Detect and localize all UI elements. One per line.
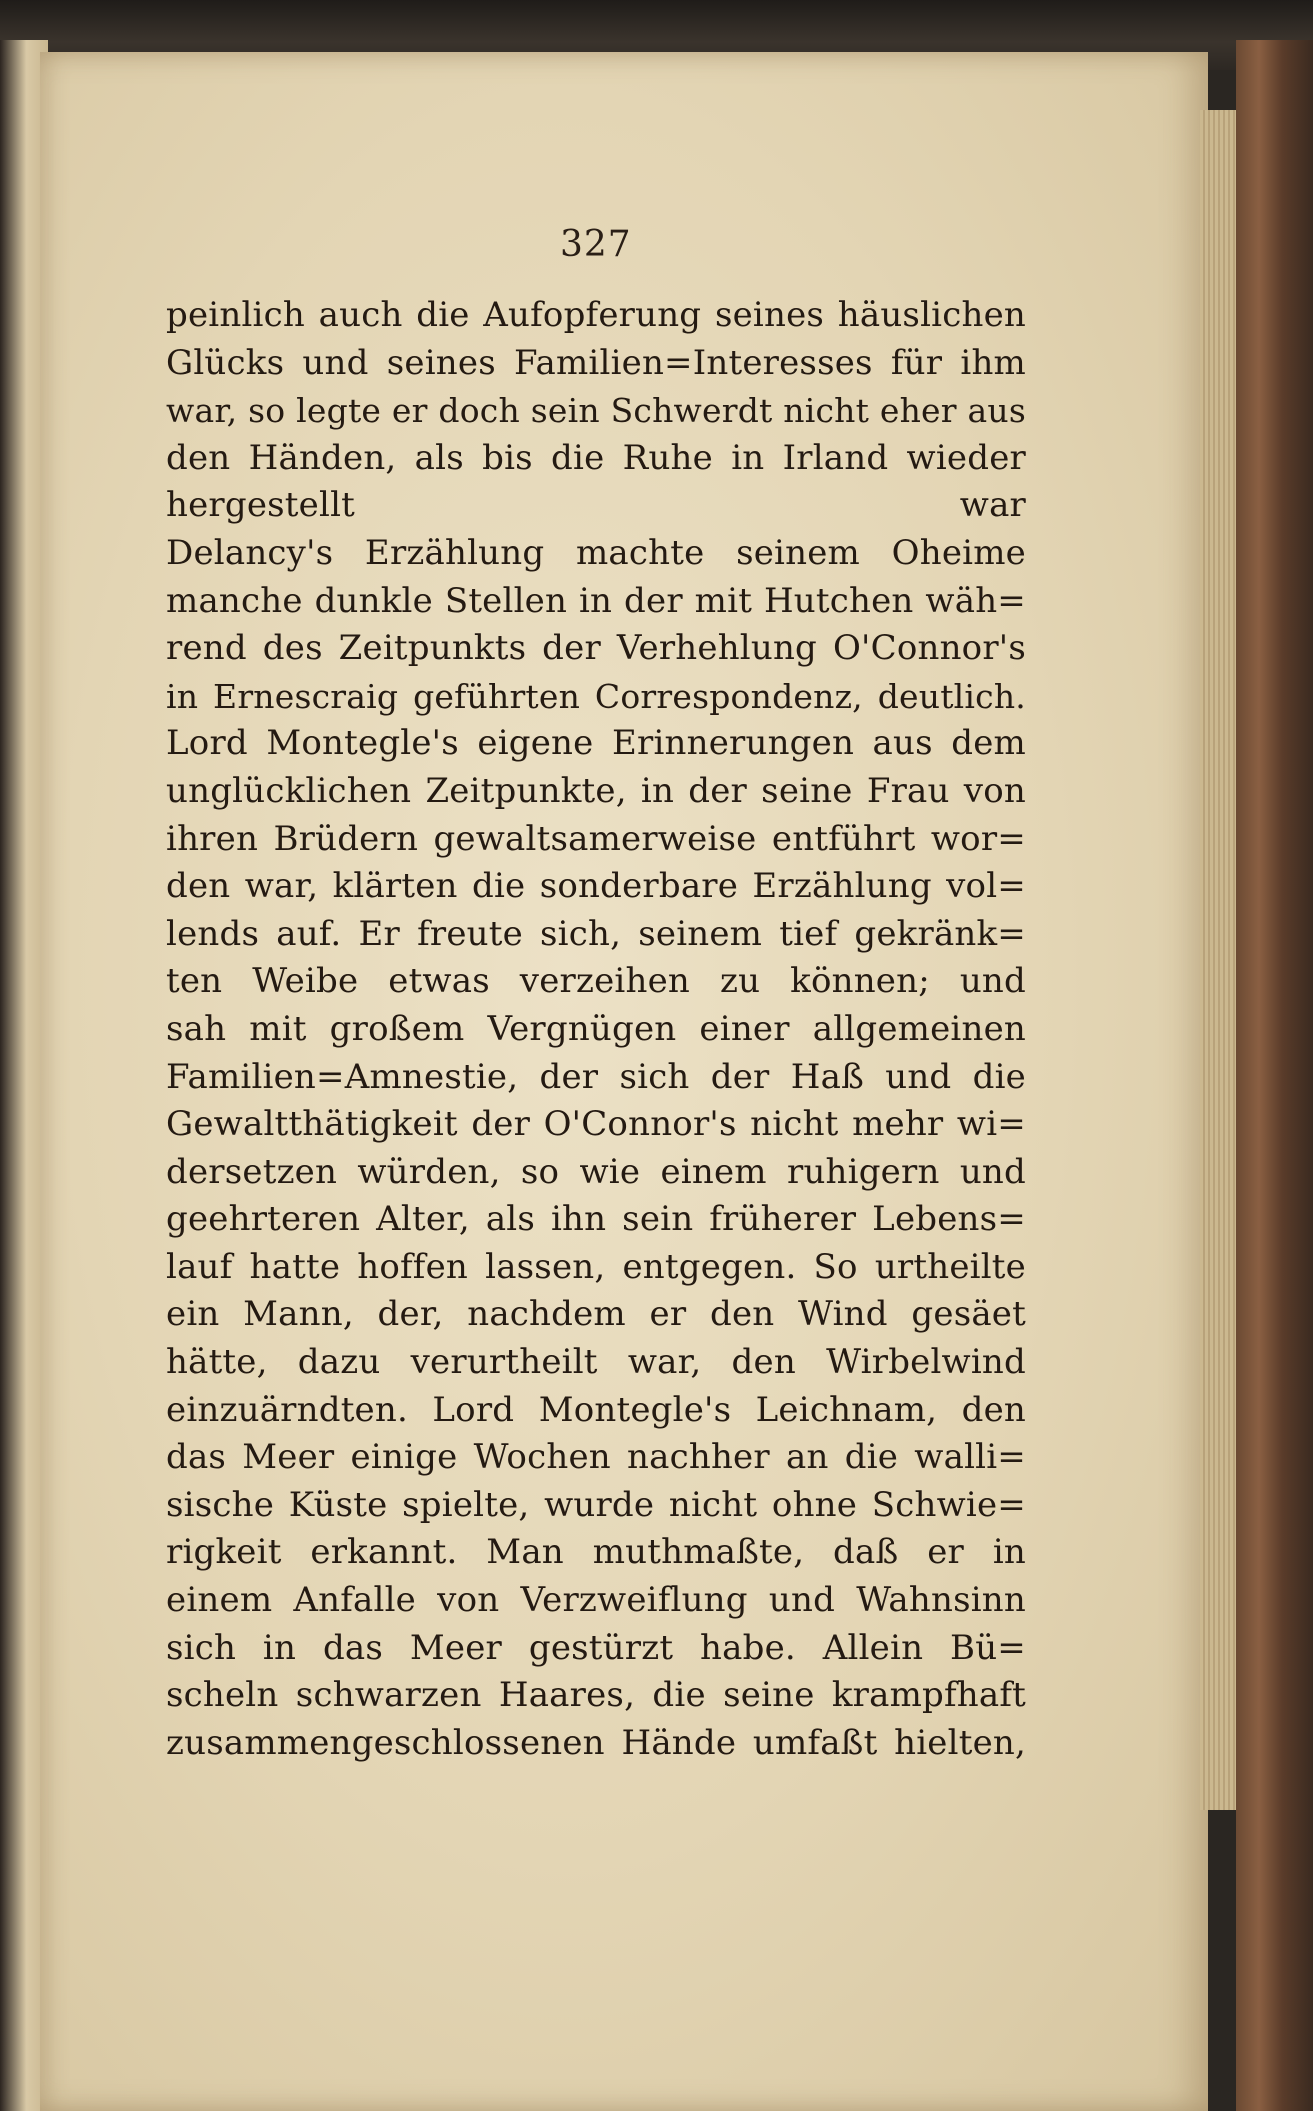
text-line: ten Weibe etwas verzeihen zu können; und: [166, 961, 1026, 1002]
text-line: Lord Montegle's eigene Erinnerungen aus dem: [166, 723, 1026, 764]
text-line: ein Mann, der, nachdem er den Wind gesäet: [166, 1294, 1026, 1335]
page-stack-edges: [1200, 110, 1240, 1810]
text-line: sah mit großem Vergnügen einer allgemeinen: [166, 1008, 1026, 1049]
text-line: Gewaltthätigkeit der O'Connor's nicht mehr wi=: [166, 1104, 1026, 1145]
text-line: in Ernescraig geführten Correspondenz, deutlich.: [166, 676, 1026, 716]
text-line: sich in das Meer gestürzt habe. Allein Bü=: [166, 1627, 1026, 1668]
text-line: rend des Zeitpunkts der Verhehlung O'Connor's: [166, 628, 1026, 669]
text-line: das Meer einige Wochen nachher an die walli=: [166, 1437, 1026, 1478]
text-line: peinlich auch die Aufopferung seines häuslichen: [166, 295, 1026, 335]
text-line: einzuärndten. Lord Montegle's Leichnam, den: [166, 1389, 1026, 1430]
text-line: dersetzen würden, so wie einem ruhigern und: [166, 1151, 1026, 1192]
text-line: geehrteren Alter, als ihn sein früherer Lebens=: [166, 1199, 1026, 1240]
text-line: Delancy's Erzählung machte seinem Oheime: [166, 532, 1026, 573]
text-line: hergestellt war: [166, 485, 1026, 526]
text-line: unglücklichen Zeitpunkte, in der seine Frau von: [166, 770, 1026, 811]
text-line: war, so legte er doch sein Schwerdt nicht eher aus: [166, 391, 1026, 431]
leather-cover: [1236, 40, 1313, 2111]
text-line: Glücks und seines Familien=Interesses für ihm: [166, 342, 1026, 383]
text-line: manche dunkle Stellen in der mit Hutchen wäh=: [166, 580, 1026, 621]
text-line: Familien=Amnestie, der sich der Haß und die: [166, 1056, 1026, 1097]
text-line: lauf hatte hoffen lassen, entgegen. So urtheilte: [166, 1246, 1026, 1287]
text-line: hätte, dazu verurtheilt war, den Wirbelwind: [166, 1342, 1026, 1383]
text-line: rigkeit erkannt. Man muthmaßte, daß er in: [166, 1532, 1026, 1573]
text-line: lends auf. Er freute sich, seinem tief gekränk=: [166, 913, 1026, 954]
text-line: zusammengeschlossenen Hände umfaßt hielten,: [166, 1722, 1026, 1763]
text-line: scheln schwarzen Haares, die seine krampfhaft: [166, 1675, 1026, 1716]
page-number: 327: [560, 224, 632, 265]
body-text: [166, 292, 1026, 1767]
text-line: den Händen, als bis die Ruhe in Irland wieder: [166, 437, 1026, 478]
text-line: den war, klärten die sonderbare Erzählung vol=: [166, 866, 1026, 907]
text-line: ihren Brüdern gewaltsamerweise entführt wor=: [166, 818, 1026, 859]
text-line: sische Küste spielte, wurde nicht ohne Schwie=: [166, 1484, 1026, 1525]
text-line: einem Anfalle von Verzweiflung und Wahnsinn: [166, 1580, 1026, 1621]
